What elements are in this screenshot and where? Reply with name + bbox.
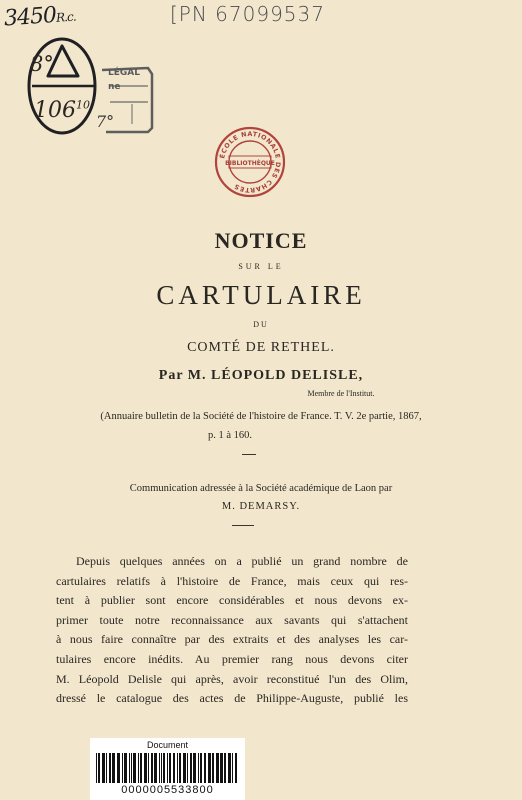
- title-du: DU: [253, 320, 269, 329]
- barcode-bar: [117, 753, 120, 783]
- barcode-bar: [140, 753, 142, 783]
- barcode-bar: [96, 753, 97, 783]
- barcode-bar: [183, 753, 186, 783]
- body-paragraph: [56, 552, 408, 709]
- barcode-bar: [173, 753, 175, 783]
- barcode-bar: [220, 753, 223, 783]
- communication-line-2: M. DEMARSY.: [221, 501, 301, 512]
- barcode-bar: [216, 753, 219, 783]
- barcode-bar: [163, 753, 165, 783]
- body-line: tulaires encore inédits. Au premier rang nous devons citer: [56, 651, 408, 666]
- barcode-bar: [148, 753, 149, 783]
- barcode-bar: [131, 753, 132, 783]
- barcode-bar: [151, 753, 153, 783]
- barcode-bar: [232, 753, 233, 783]
- barcode-bar: [212, 753, 214, 783]
- body-line: M. Léopold Delisle qui après, avoir reconstitué l'un des Olim,: [56, 671, 408, 686]
- legal-stamp-sub: 7°: [96, 112, 115, 131]
- author-role: Membre de l'Institut.: [307, 389, 375, 398]
- seal-ring-text: ÉCOLE NATIONALE DES CHARTES: [218, 129, 283, 195]
- source-line-1: (Annuaire bulletin de la Société de l'histoire de France. T. V. 2e partie, 1867,: [100, 411, 422, 422]
- barcode-bar: [106, 753, 107, 783]
- barcode-bar: [161, 753, 162, 783]
- barcode-number: 0000005533800: [121, 784, 214, 796]
- library-seal: [214, 126, 286, 198]
- barcode-bar: [138, 753, 139, 783]
- barcode-bar: [177, 753, 178, 783]
- barcode-bar: [112, 753, 115, 783]
- barcode-bar: [200, 753, 202, 783]
- body-line: tent à publier sont encore considérables et nous devons ex-: [56, 593, 408, 608]
- source-line-2: p. 1 à 160.: [208, 430, 253, 441]
- barcode-bar: [190, 753, 192, 783]
- legal-stamp-text: LÉGAL ne: [108, 68, 140, 92]
- barcode-bar: [122, 753, 123, 783]
- body-line: cartulaires relatifs à l'histoire de France, mais ceux qui res-: [56, 573, 408, 588]
- barcode-bar: [109, 753, 111, 783]
- body-line: à nous faire connaître par des extraits et des analyses les car-: [56, 632, 408, 647]
- body-line: dressé le catalogue des actes de Philippe-Auguste, publié les: [56, 691, 408, 706]
- barcode-bar: [169, 753, 171, 783]
- shelf-mark-bottom: $106^{10}$: [34, 98, 90, 123]
- barcode-bar: [179, 753, 181, 783]
- barcode-bar: [204, 753, 206, 783]
- shelf-mark-top: 8°: [30, 52, 54, 76]
- barcode-bar: [124, 753, 127, 783]
- barcode-bar: [133, 753, 136, 783]
- barcode-bar: [235, 753, 237, 783]
- barcode-bar: [159, 753, 160, 783]
- barcode-label: [90, 738, 245, 800]
- barcode-bar: [102, 753, 105, 783]
- barcode-bar: [98, 753, 100, 783]
- barcode-bar: [193, 753, 196, 783]
- barcode-bar: [208, 753, 211, 783]
- handwritten-number: 3450R.c.: [3, 2, 76, 32]
- divider-rule: [232, 525, 254, 526]
- barcode-bar: [129, 753, 130, 783]
- barcode-bar: [154, 753, 157, 783]
- barcode-bar: [228, 753, 231, 783]
- barcode-bars: [94, 753, 241, 783]
- communication-line-1: Communication adressée à la Société académique de Laon par: [129, 483, 393, 494]
- title-comte: COMTÉ DE RETHEL.: [187, 340, 335, 355]
- barcode-bar: [198, 753, 199, 783]
- barcode-bar: [144, 753, 147, 783]
- barcode-bar: [224, 753, 226, 783]
- title-sur-le: SUR LE: [238, 262, 284, 271]
- divider-rule: [242, 454, 256, 455]
- body-line: primer toute notre reconnaissance aux savants qui s'attachent: [56, 612, 408, 627]
- barcode-caption: Document: [146, 740, 189, 750]
- barcode-bar: [167, 753, 168, 783]
- title-cartulaire: CARTULAIRE: [156, 280, 366, 310]
- body-line: Depuis quelques années on a publié un grand nombre de: [76, 554, 408, 568]
- author-line: Par M. LÉOPOLD DELISLE,: [158, 368, 364, 383]
- catalog-reference: [PN 67099537: [170, 2, 325, 26]
- title-notice: NOTICE: [214, 228, 308, 253]
- seal-center-text: BIBLIOTHÈQUE: [225, 160, 275, 167]
- barcode-bar: [187, 753, 188, 783]
